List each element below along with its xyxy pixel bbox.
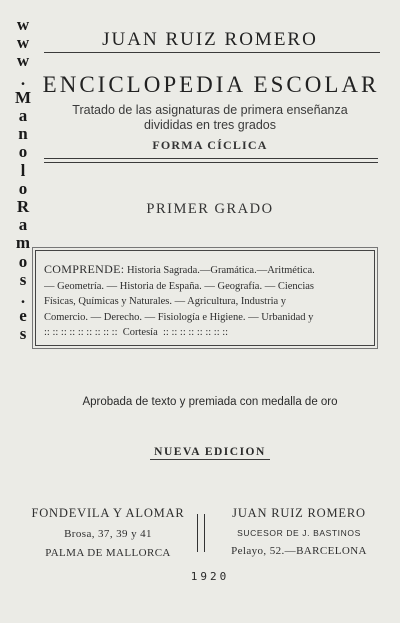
cortesia-word: Cortesía: [122, 327, 158, 338]
watermark-char: o: [18, 142, 28, 162]
watermark-char: o: [18, 251, 28, 271]
publisher-right: [214, 506, 384, 564]
publisher-right-address: Pelayo, 52.—BARCELONA: [231, 545, 367, 557]
edition-underline: [150, 459, 270, 460]
double-rule-top: [44, 158, 378, 159]
watermark-char: m: [15, 233, 31, 253]
contents-line-4: Comercio. — Derecho. — Fisiología e Higiene. — Urbanidad y: [44, 311, 314, 323]
grade-heading: PRIMER GRADO: [146, 201, 274, 217]
publisher-left-city: PALMA DE MALLORCA: [45, 547, 171, 559]
watermark-char: a: [18, 106, 28, 126]
watermark-char: e: [19, 306, 27, 326]
award-note: Aprobada de texto y premiada con medalla de oro: [82, 396, 338, 408]
watermark-vertical: [15, 16, 31, 344]
watermark-char: s: [19, 269, 27, 289]
publisher-left-address: Brosa, 37, 39 y 41: [64, 528, 152, 540]
publisher-divider: [197, 514, 205, 552]
contents-lead: COMPRENDE:: [44, 262, 125, 276]
publisher-right-successor: SUCESOR DE J. BASTINOS: [237, 528, 361, 538]
publication-year: 1920: [190, 570, 230, 583]
watermark-char: w: [16, 51, 30, 71]
watermark-char: .: [20, 69, 26, 89]
contents-line-1: [44, 262, 368, 279]
contents-line-1-rest: Historia Sagrada.—Gramática.—Aritmética.: [126, 265, 315, 276]
forma-label: FORMA CÍCLICA: [152, 138, 268, 152]
watermark-char: w: [16, 15, 30, 34]
watermark-char: l: [20, 160, 26, 180]
book-title: ENCICLOPEDIA ESCOLAR: [42, 72, 380, 97]
book-subtitle: [40, 103, 380, 133]
watermark-char: w: [16, 33, 30, 53]
publisher-left-name: FONDEVILA Y ALOMAR: [31, 506, 185, 520]
subtitle-line-1: Tratado de las asignaturas de primera enseñanza: [72, 103, 348, 117]
contents-line-5: [44, 325, 368, 341]
subtitle-line-2: divididas en tres grados: [143, 118, 277, 132]
contents-line-3: Físicas, Químicas y Naturales. — Agricultura, Industria y: [44, 296, 287, 307]
watermark-char: .: [20, 288, 26, 308]
publisher-left: [28, 506, 188, 566]
publisher-right-name: JUAN RUIZ ROMERO: [232, 506, 366, 520]
watermark-char: n: [18, 124, 28, 144]
watermark-char: s: [19, 324, 27, 344]
author-name: JUAN RUIZ ROMERO: [102, 29, 318, 50]
watermark-char: R: [16, 197, 30, 217]
watermark-char: o: [18, 178, 28, 198]
dots-left: :: :: :: :: :: :: :: :: ::: [44, 327, 118, 338]
contents-line-2: — Geometría. — Historia de España. — Geografía. — Ciencias: [44, 280, 315, 292]
watermark-char: a: [18, 215, 28, 235]
double-rule-bottom: [44, 162, 378, 163]
contents-text: [44, 262, 368, 341]
watermark-char: M: [15, 87, 32, 107]
dots-right: :: :: :: :: :: :: :: ::: [163, 327, 229, 338]
top-rule: [44, 52, 380, 53]
edition-label: NUEVA EDICION: [154, 446, 266, 458]
